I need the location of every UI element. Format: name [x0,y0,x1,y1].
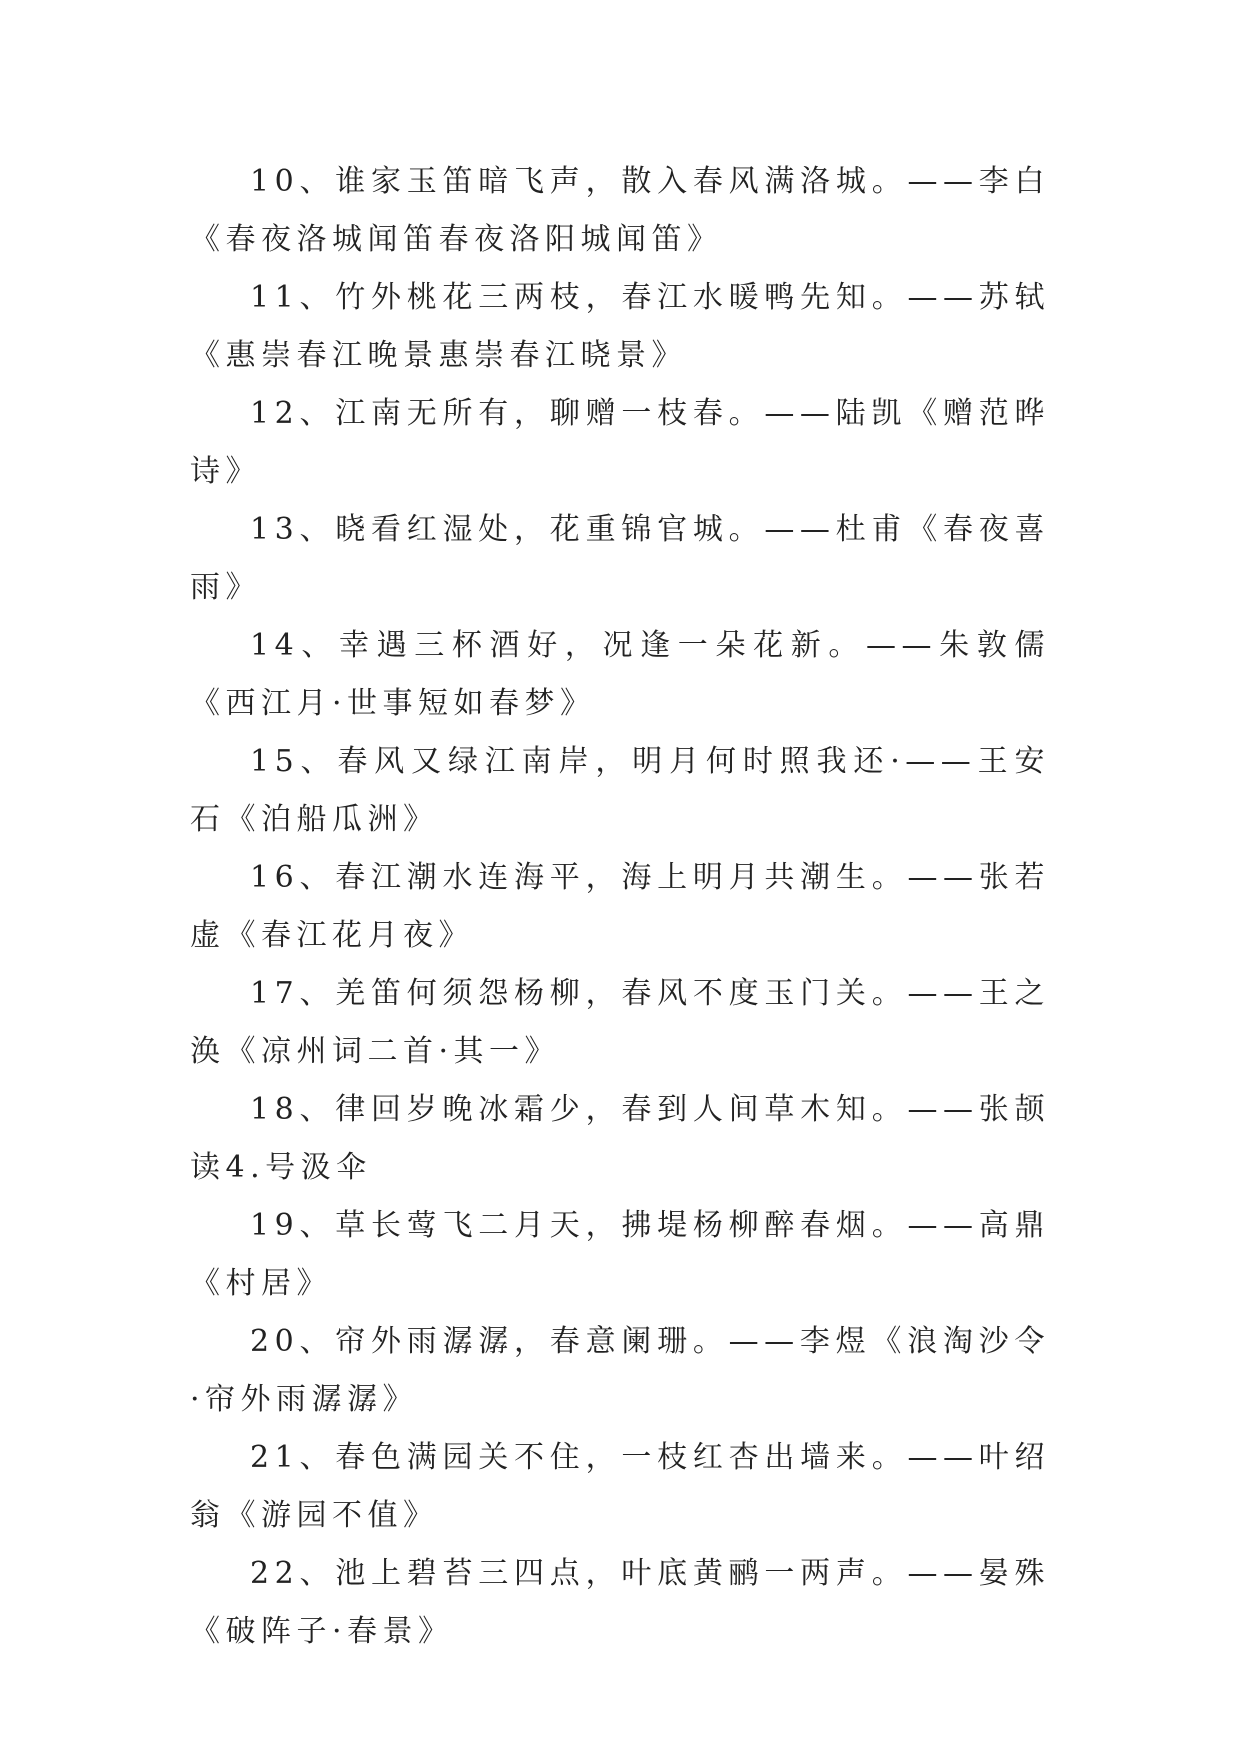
list-item: 21、春色满园关不住，一枝红杏出墙来。——叶绍翁《游园不值》 [190,1440,1050,1533]
list-item: 14、幸遇三杯酒好，况逢一朵花新。——朱敦儒《西江月·世事短如春梦》 [190,628,1050,721]
list-item: 18、律回岁晚冰霜少，春到人间草木知。——张颉读4.号汲伞 [190,1092,1050,1185]
list-item: 19、草长莺飞二月天，拂堤杨柳醉春烟。——高鼎《村居》 [190,1208,1050,1301]
list-item: 17、羌笛何须怨杨柳，春风不度玉门关。——王之涣《凉州词二首·其一》 [190,976,1050,1069]
list-item: 15、春风又绿江南岸，明月何时照我还·——王安石《泊船瓜洲》 [190,744,1050,837]
list-item: 22、池上碧苔三四点，叶底黄鹂一两声。——晏殊《破阵子·春景》 [190,1556,1050,1649]
poem-list [190,153,1050,1661]
list-item: 13、晓看红湿处，花重锦官城。——杜甫《春夜喜雨》 [190,512,1050,605]
list-item: 10、谁家玉笛暗飞声，散入春风满洛城。——李白《春夜洛城闻笛春夜洛阳城闻笛》 [190,164,1050,257]
list-item: 20、帘外雨潺潺，春意阑珊。——李煜《浪淘沙令·帘外雨潺潺》 [190,1324,1050,1417]
list-item: 12、江南无所有，聊赠一枝春。——陆凯《赠范晔诗》 [190,396,1050,489]
list-item: 11、竹外桃花三两枝，春江水暖鸭先知。——苏轼《惠崇春江晚景惠崇春江晓景》 [190,280,1050,373]
list-item: 16、春江潮水连海平，海上明月共潮生。——张若虚《春江花月夜》 [190,860,1050,953]
